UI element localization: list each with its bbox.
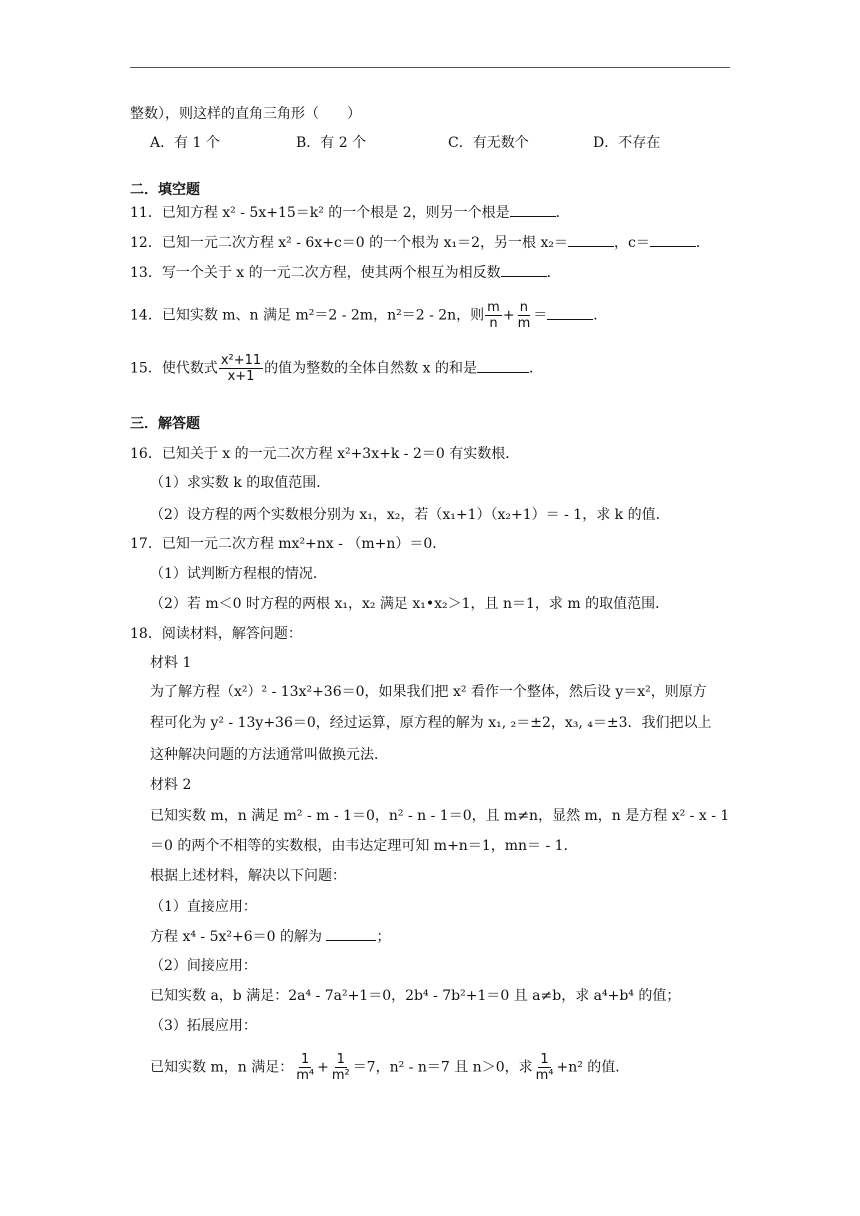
- material-1-title: 材料 1: [150, 655, 192, 671]
- fraction-numerator: 1: [301, 1052, 310, 1067]
- fraction-1-over-m2: [330, 1052, 352, 1083]
- part-1-question: 方程 x⁴ ‑ 5x²+6＝0 的解为: [150, 929, 327, 945]
- question-number: 14．: [130, 307, 162, 324]
- option-b: B．有 2 个: [296, 135, 367, 151]
- question-text-post: 的值为整数的全体自然数 x 的和是: [264, 360, 477, 377]
- part-1-text: [150, 926, 390, 947]
- part-3-pre: 已知实数 m，n 满足：: [150, 1059, 294, 1076]
- question-number: 13．: [130, 265, 162, 281]
- question-16: [130, 444, 519, 464]
- question-end: ．: [528, 360, 543, 377]
- question-18: [130, 624, 302, 644]
- fraction-m-over-n: [485, 300, 502, 331]
- question-number: 18．: [130, 626, 162, 642]
- fraction-denominator: m⁴: [535, 1068, 554, 1083]
- answer-blank: [501, 262, 547, 277]
- part-3-text: [150, 1052, 629, 1083]
- equals-sign: ＝: [533, 307, 548, 324]
- answer-blank: [547, 305, 593, 320]
- option-c: C．有无数个: [448, 135, 529, 151]
- answer-blank: [477, 358, 529, 373]
- fraction-1-over-m4-second: [534, 1052, 556, 1083]
- question-text: 已知实数 m、n 满足 m²＝2 ‑ 2m，n²＝2 ‑ 2n，则: [161, 307, 485, 324]
- question-number: 17．: [130, 536, 162, 552]
- question-12: [130, 232, 710, 253]
- question-end: ．: [546, 265, 561, 281]
- material-2-line-1: 已知实数 m，n 满足 m² ‑ m ‑ 1＝0，n² ‑ n ‑ 1＝0，且 m≠n，显然 m，n 是方程 x² ‑ x ‑ 1: [150, 808, 730, 824]
- fraction-n-over-m: [516, 300, 533, 331]
- question-17: [130, 534, 446, 554]
- fraction-denominator: m⁴: [296, 1068, 315, 1083]
- section-title-fill-in: 二．填空题: [130, 182, 200, 198]
- question-text: 已知方程 x² ‑ 5x+15＝k² 的一个根是 2，则另一个根是: [161, 205, 510, 221]
- question-11: [130, 202, 570, 223]
- question-13: [130, 262, 561, 283]
- question-text: 使代数式: [161, 360, 218, 377]
- question-16-part-2: （2）设方程的两个实数根分别为 x₁，x₂，若（x₁+1）（x₂+1）＝ ‑ 1，求 k 的值．: [150, 507, 670, 523]
- part-3-title: （3）拓展应用：: [150, 1018, 257, 1034]
- answer-blank: [650, 232, 696, 247]
- question-text: 写一个关于 x 的一元二次方程，使其两个根互为相反数: [161, 265, 501, 281]
- material-2-line-2: ＝0 的两个不相等的实数根，由韦达定理可知 m+n＝1，mn＝ ‑ 1．: [150, 838, 578, 854]
- answer-blank: [326, 926, 376, 941]
- question-text-mid: ，c＝: [613, 235, 650, 251]
- material-1-line-2: 程可化为 y² ‑ 13y+36＝0，经过运算，原方程的解为 x₁, ₂＝±2，x₃, ₄＝±3．我们把以上: [150, 715, 712, 731]
- fraction-denominator: x+1: [227, 369, 255, 384]
- fraction-denominator: m: [517, 316, 531, 331]
- question-number: 15．: [130, 360, 162, 377]
- question-end: ；: [376, 929, 391, 945]
- fraction-1-over-m4: [294, 1052, 316, 1083]
- prev-question-stem: 整数），则这样的直角三角形（ ）: [130, 106, 361, 122]
- fraction-expression: [219, 353, 263, 384]
- fraction-numerator: 1: [540, 1052, 549, 1067]
- fraction-numerator: m: [487, 300, 500, 315]
- question-text: 已知一元二次方程 x² ‑ 6x+c＝0 的一个根为 x₁＝2，另一根 x₂＝: [161, 235, 568, 251]
- answer-blank: [510, 202, 556, 217]
- question-text: 阅读材料，解答问题：: [161, 626, 302, 642]
- question-end: ．: [695, 235, 710, 251]
- question-15: [130, 353, 543, 384]
- question-16-part-1: （1）求实数 k 的取值范围．: [150, 475, 331, 491]
- fraction-numerator: 1: [336, 1052, 345, 1067]
- part-3-mid: ＝7，n² ‑ n＝7 且 n＞0，求: [352, 1059, 533, 1076]
- instructions: 根据上述材料，解决以下问题：: [150, 868, 346, 884]
- fraction-numerator: x²+11: [220, 353, 262, 368]
- part-3-end: +n² 的值．: [556, 1059, 630, 1076]
- question-number: 12．: [130, 235, 162, 251]
- question-14: [130, 300, 607, 331]
- question-number: 11．: [130, 205, 162, 221]
- question-end: ．: [593, 307, 608, 324]
- plus-sign: +: [502, 307, 515, 324]
- fraction-denominator: n: [489, 316, 498, 331]
- option-d: D．不存在: [593, 135, 661, 151]
- question-text: 已知一元二次方程 mx²+nx ‑ （m+n）＝0．: [161, 536, 447, 552]
- material-2-title: 材料 2: [150, 777, 192, 793]
- question-17-part-2: （2）若 m＜0 时方程的两根 x₁，x₂ 满足 x₁•x₂＞1，且 n＝1，求 m 的取值范围．: [150, 596, 670, 612]
- part-2-text: 已知实数 a，b 满足：2a⁴ ‑ 7a²+1＝0，2b⁴ ‑ 7b²+1＝0 且 a≠b，求 a⁴+b⁴ 的值；: [150, 988, 681, 1004]
- material-1-line-1: 为了解方程（x²）² ‑ 13x²+36＝0，如果我们把 x² 看作一个整体，然后设 y＝x²，则原方: [150, 684, 707, 700]
- option-a: A．有 1 个: [150, 135, 220, 151]
- part-2-title: （2）间接应用：: [150, 958, 257, 974]
- question-end: ．: [555, 205, 570, 221]
- plus-sign: +: [317, 1059, 329, 1076]
- section-title-solve: 三．解答题: [130, 416, 200, 432]
- question-17-part-1: （1）试判断方程根的情况．: [150, 566, 327, 582]
- header-rule: [130, 67, 730, 68]
- fraction-denominator: m²: [331, 1068, 350, 1083]
- material-1-line-3: 这种解决问题的方法通常叫做换元法．: [150, 747, 388, 763]
- answer-blank: [568, 232, 614, 247]
- question-number: 16．: [130, 446, 162, 462]
- part-1-title: （1）直接应用：: [150, 899, 257, 915]
- fraction-numerator: n: [519, 300, 529, 315]
- question-text: 已知关于 x 的一元二次方程 x²+3x+k ‑ 2＝0 有实数根．: [161, 446, 520, 462]
